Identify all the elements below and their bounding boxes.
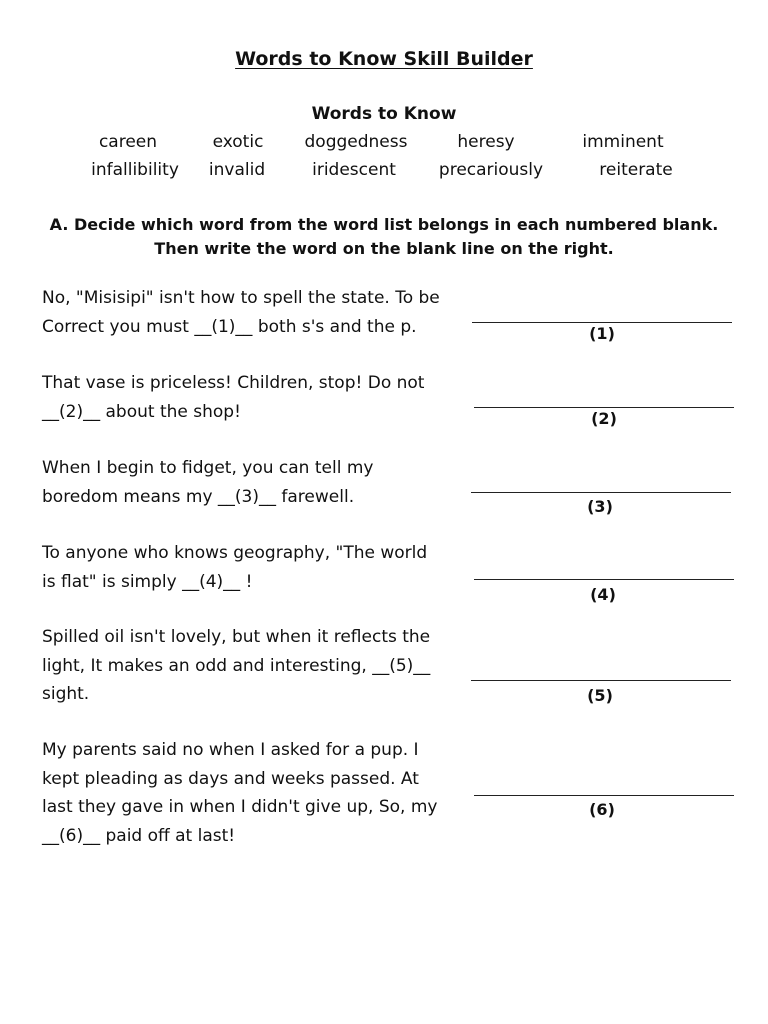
- sentence-line: __(2)__ about the shop!: [42, 401, 241, 422]
- word-bank-item: careen: [98, 132, 158, 152]
- sentence-line: light, It makes an odd and interesting, __(5)__: [42, 655, 431, 676]
- word-bank-item: doggedness: [304, 132, 408, 152]
- question-sentence-6: [42, 736, 462, 850]
- sentence-line: __(6)__ paid off at last!: [42, 825, 236, 846]
- answer-number-2: (2): [591, 409, 617, 428]
- sentence-line: last they gave in when I didn't give up, So, my: [42, 797, 438, 817]
- sentence-line: is flat" is simply __(4)__ !: [42, 571, 253, 592]
- word-bank-item: iridescent: [312, 160, 396, 180]
- sentence-line: No, "Misisipi" isn't how to spell the state. To be: [42, 288, 440, 308]
- answer-number-4: (4): [590, 585, 616, 604]
- answer-blank-3[interactable]: [471, 492, 731, 493]
- word-bank-item: infallibility: [91, 160, 179, 180]
- answer-number-1: (1): [589, 324, 615, 343]
- sentence-line: When I begin to fidget, you can tell my: [42, 458, 374, 478]
- word-bank-item: heresy: [457, 132, 515, 152]
- answer-blank-4[interactable]: [474, 579, 734, 580]
- question-sentence-4: [42, 539, 462, 596]
- answer-number-6: (6): [589, 800, 615, 819]
- instructions: [0, 213, 768, 261]
- word-list-heading: Words to Know: [311, 104, 457, 124]
- sentence-line: My parents said no when I asked for a pup. I: [42, 740, 419, 760]
- answer-blank-2[interactable]: [474, 407, 734, 408]
- sentence-line: Correct you must __(1)__ both s's and the p.: [42, 316, 417, 337]
- sentence-line: Spilled oil isn't lovely, but when it reflects the: [42, 627, 431, 647]
- question-sentence-1: [42, 284, 462, 341]
- sentence-line: boredom means my __(3)__ farewell.: [42, 486, 355, 507]
- sentence-line: kept pleading as days and weeks passed. At: [42, 768, 419, 789]
- sentence-line: That vase is priceless! Children, stop! Do not: [42, 373, 425, 393]
- sentence-line: sight.: [42, 684, 90, 704]
- sentence-line: To anyone who knows geography, "The world: [42, 543, 428, 563]
- answer-blank-6[interactable]: [474, 795, 734, 796]
- question-sentence-5: [42, 623, 462, 709]
- instruction-line: Then write the word on the blank line on the right.: [154, 239, 614, 258]
- question-sentence-3: [42, 454, 462, 511]
- word-bank-item: imminent: [582, 132, 664, 152]
- worksheet-title: Words to Know Skill Builder: [235, 48, 533, 70]
- word-bank-item: invalid: [208, 160, 266, 180]
- answer-blank-5[interactable]: [471, 680, 731, 681]
- instruction-line: A. Decide which word from the word list belongs in each numbered blank.: [49, 215, 719, 234]
- word-bank-item: reiterate: [599, 160, 673, 180]
- word-bank-item: precariously: [438, 160, 544, 180]
- question-sentence-2: [42, 369, 462, 426]
- answer-number-5: (5): [587, 686, 613, 705]
- answer-number-3: (3): [587, 497, 613, 516]
- answer-blank-1[interactable]: [472, 322, 732, 323]
- word-bank-item: exotic: [212, 132, 264, 152]
